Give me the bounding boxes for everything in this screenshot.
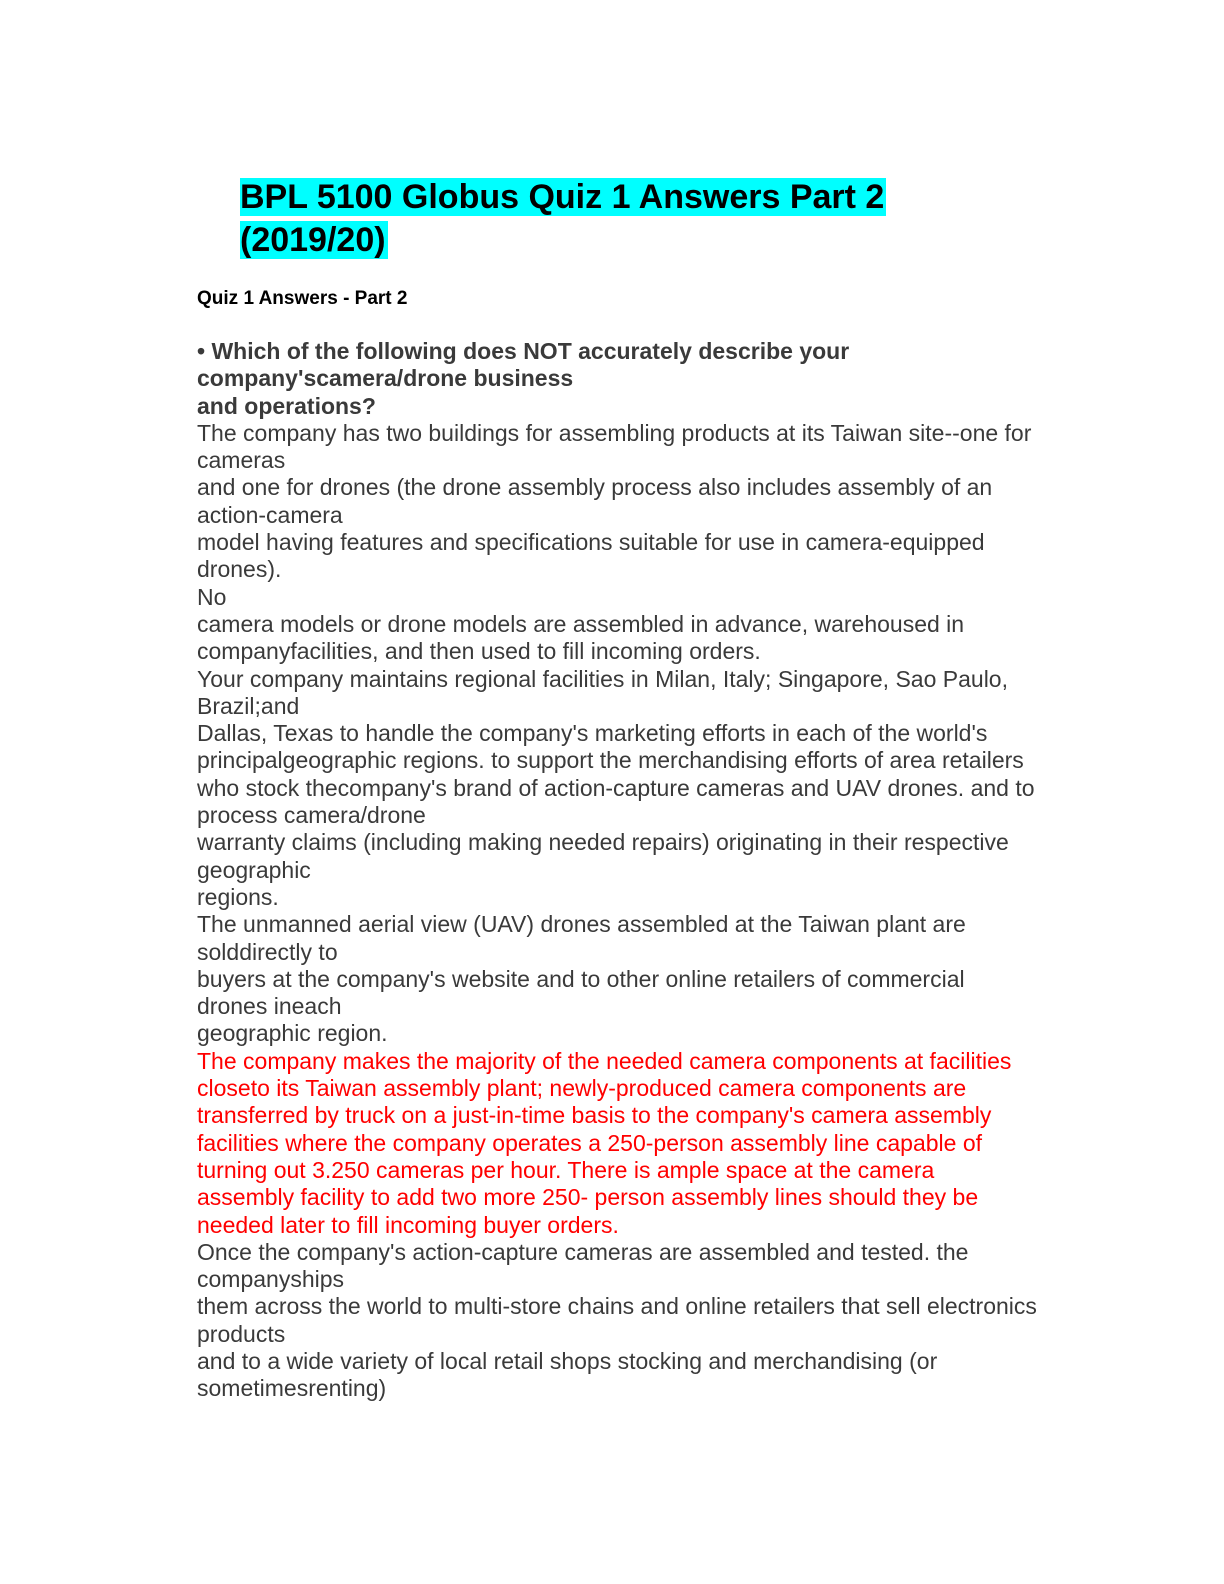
- answer-line: No: [197, 583, 227, 610]
- answer-line: drones ineach: [197, 993, 342, 1020]
- correct-answer-line: needed later to fill incoming buyer orders.: [197, 1211, 619, 1238]
- answer-line: products: [197, 1320, 286, 1347]
- title-line-1: BPL 5100 Globus Quiz 1 Answers Part 2: [240, 178, 885, 216]
- question-line: company'scamera/drone business: [197, 365, 574, 392]
- question-line: • Which of the following does NOT accurately describe your: [197, 338, 850, 364]
- answer-line: and one for drones (the drone assembly process also includes assembly of an: [197, 474, 993, 501]
- answer-line: buyers at the company's website and to other online retailers of commercial: [197, 965, 965, 992]
- correct-answer-line: assembly facility to add two more 250- person assembly lines should they be: [197, 1184, 979, 1211]
- correct-answer-line: facilities where the company operates a 250-person assembly line capable of: [197, 1129, 982, 1156]
- answer-line: camera models or drone models are assembled in advance, warehoused in: [197, 610, 965, 637]
- answer-line: them across the world to multi-store chains and online retailers that sell electronics: [197, 1293, 1037, 1320]
- answer-line: model having features and specifications suitable for use in camera-equipped: [197, 529, 985, 556]
- answer-line: solddirectly to: [197, 938, 338, 965]
- answer-line: companyfacilities, and then used to fill incoming orders.: [197, 638, 761, 665]
- answer-options-before: [197, 420, 1077, 1048]
- answer-line: cameras: [197, 447, 286, 474]
- answer-line: who stock thecompany's brand of action-capture cameras and UAV drones. and to: [197, 774, 1035, 801]
- correct-answer-line: closeto its Taiwan assembly plant; newly-produced camera components are: [197, 1075, 967, 1102]
- correct-answer-line: turning out 3.250 cameras per hour. There is ample space at the camera: [197, 1156, 935, 1183]
- answer-line: Dallas, Texas to handle the company's marketing efforts in each of the world's: [197, 720, 988, 747]
- answer-line: Once the company's action-capture cameras are assembled and tested. the: [197, 1238, 969, 1265]
- correct-answer-line: transferred by truck on a just-in-time basis to the company's camera assembly: [197, 1102, 992, 1129]
- answer-line: geographic region.: [197, 1020, 388, 1047]
- section-subtitle: Quiz 1 Answers - Part 2: [197, 288, 408, 309]
- answer-line: process camera/drone: [197, 802, 426, 829]
- correct-answer-line: The company makes the majority of the needed camera components at facilities: [197, 1047, 1012, 1074]
- answer-line: drones).: [197, 556, 282, 583]
- answer-line: geographic: [197, 856, 311, 883]
- answer-line: companyships: [197, 1266, 345, 1293]
- answer-line: The unmanned aerial view (UAV) drones assembled at the Taiwan plant are: [197, 911, 966, 938]
- document-body: [197, 338, 1077, 1403]
- answer-options-after: [197, 1239, 1077, 1403]
- answer-line: principalgeographic regions. to support the merchandising efforts of area retailers: [197, 747, 1024, 774]
- answer-line: sometimesrenting): [197, 1375, 387, 1402]
- correct-answer: [197, 1048, 1077, 1239]
- document-title: [240, 176, 940, 262]
- answer-line: Your company maintains regional facilities in Milan, Italy; Singapore, Sao Paulo,: [197, 665, 1008, 692]
- answer-line: Brazil;and: [197, 692, 300, 719]
- question-text: [197, 338, 1077, 420]
- answer-line: regions.: [197, 883, 279, 910]
- answer-line: warranty claims (including making needed repairs) originating in their respective: [197, 829, 1009, 856]
- title-line-2: (2019/20): [240, 221, 386, 259]
- answer-line: The company has two buildings for assembling products at its Taiwan site--one for: [197, 419, 1032, 446]
- question-line: and operations?: [197, 392, 376, 419]
- answer-line: and to a wide variety of local retail shops stocking and merchandising (or: [197, 1347, 938, 1374]
- answer-line: action-camera: [197, 501, 343, 528]
